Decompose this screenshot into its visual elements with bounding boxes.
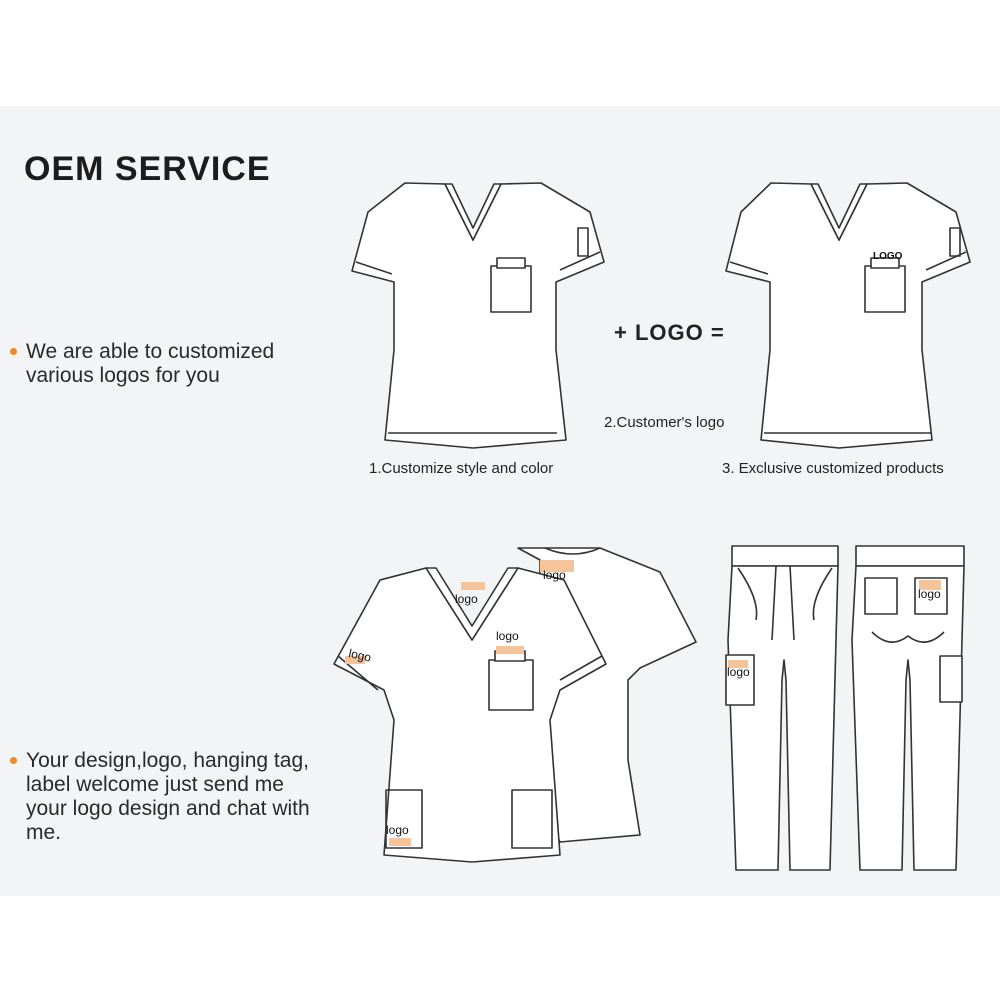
logo-text-sleeve: logo bbox=[347, 646, 373, 665]
logo-text-collar: logo bbox=[455, 592, 478, 606]
logo-text-back-pocket: logo bbox=[918, 587, 941, 601]
scrub-pants-back bbox=[852, 546, 964, 870]
scrub-top-with-logo bbox=[726, 183, 970, 448]
caption-step-1: 1.Customize style and color bbox=[369, 460, 554, 477]
scrub-pants-front bbox=[726, 546, 838, 870]
bullet-text: We are able to customized various logos for you bbox=[26, 340, 275, 387]
caption-step-3: 3. Exclusive customized products bbox=[722, 460, 944, 477]
caption-step-2: 2.Customer's logo bbox=[604, 414, 725, 431]
plus-logo-equals: + LOGO = bbox=[614, 320, 725, 345]
scrub-top-plain bbox=[352, 183, 604, 448]
logo-text-hem-pocket: logo bbox=[386, 823, 409, 837]
logo-text-pants-pocket: logo bbox=[727, 665, 750, 679]
page-title: OEM SERVICE bbox=[24, 150, 271, 188]
logo-text-chest: LOGO bbox=[873, 251, 903, 262]
logo-text-pocket: logo bbox=[496, 629, 519, 643]
bullet-text: Your design,logo, hanging tag, label welcome just send me your logo design and chat with me. bbox=[26, 749, 310, 844]
logo-text-back-neck: logo bbox=[543, 568, 566, 582]
